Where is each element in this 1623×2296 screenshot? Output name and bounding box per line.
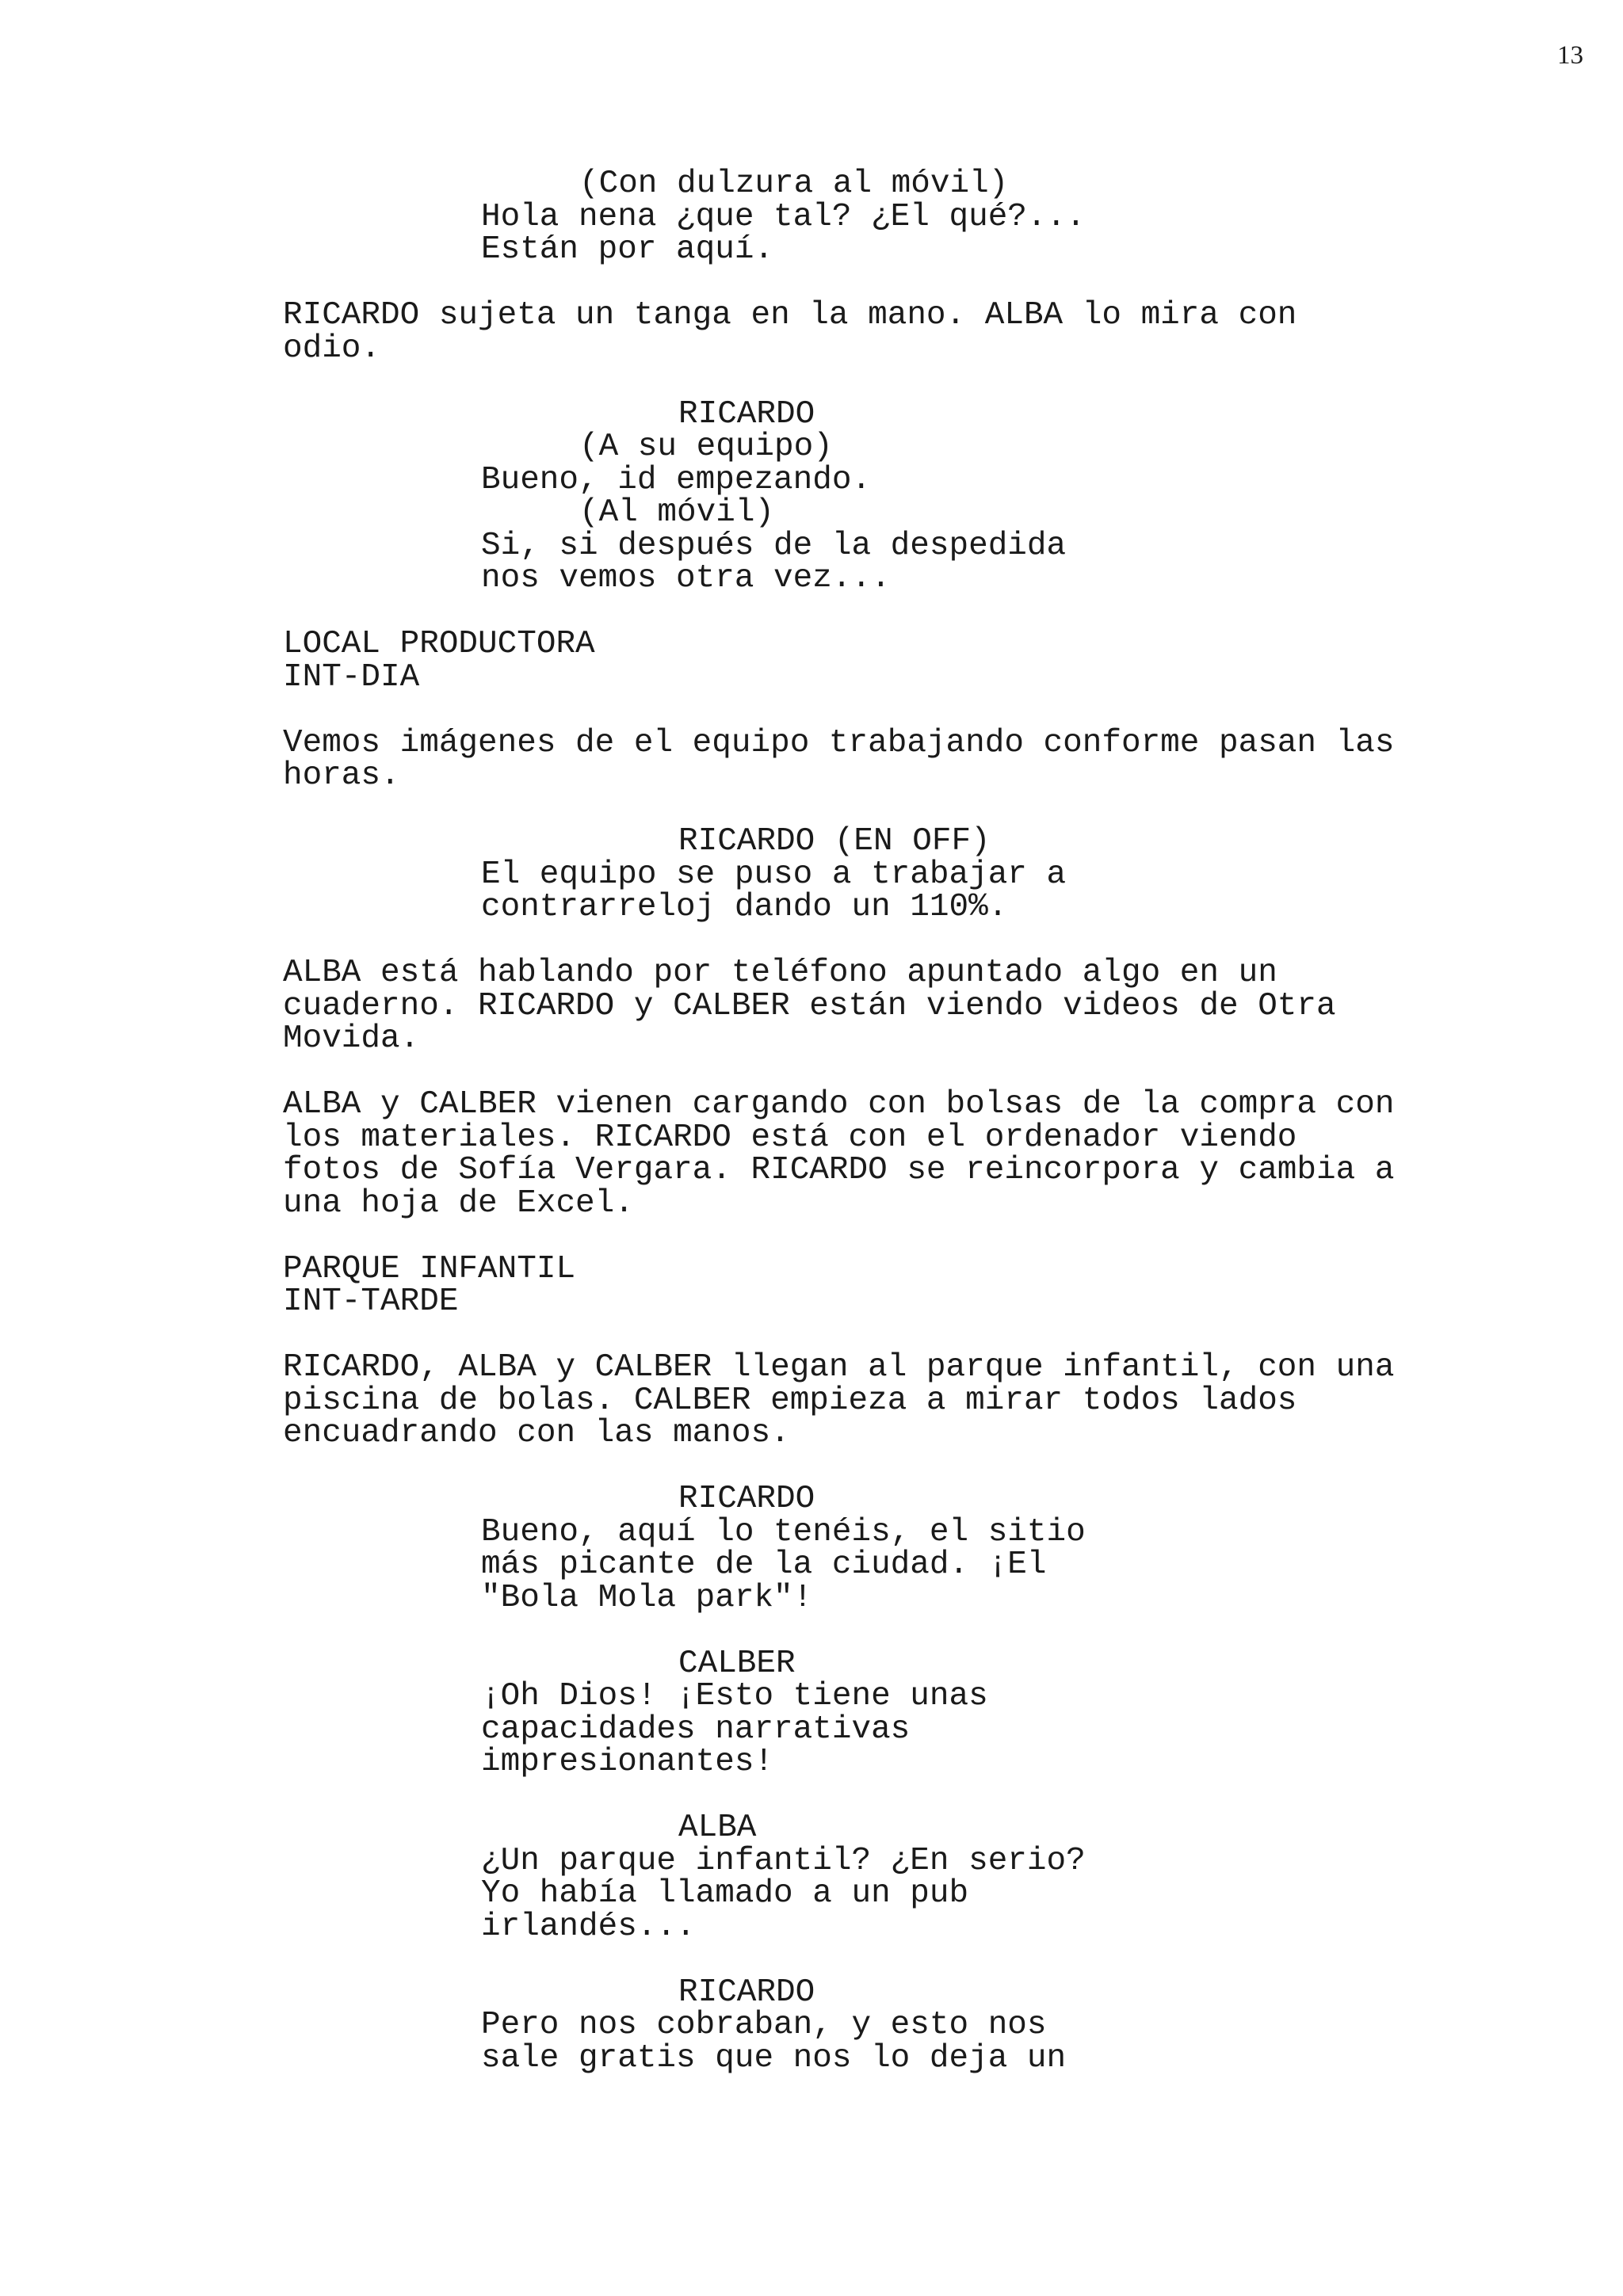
action-block bbox=[0, 724, 1623, 794]
dialogue-block bbox=[0, 198, 1623, 268]
block-spacer bbox=[0, 925, 1623, 958]
action-line: RICARDO, ALBA y CALBER llegan al parque infantil, con una bbox=[283, 1349, 1395, 1386]
dialogue-line: Están por aquí. bbox=[481, 231, 774, 268]
character-name: ALBA bbox=[678, 1810, 757, 1846]
action-line: los materiales. RICARDO está con el ordenador viendo bbox=[283, 1119, 1297, 1156]
action-line: odio. bbox=[283, 330, 381, 367]
block-spacer bbox=[0, 1056, 1623, 1089]
scene-heading-line: LOCAL PRODUCTORA bbox=[283, 626, 595, 662]
dialogue-block bbox=[0, 1680, 1623, 1779]
character-name: RICARDO bbox=[678, 395, 815, 433]
action-line: Movida. bbox=[283, 1020, 420, 1057]
dialogue-block bbox=[0, 1513, 1623, 1616]
dialogue-block bbox=[0, 527, 1623, 597]
dialogue-line: ¡Oh Dios! ¡Esto tiene unas bbox=[481, 1678, 988, 1714]
dialogue-line: sale gratis que nos lo deja un bbox=[481, 2039, 1067, 2077]
action-line: fotos de Sofía Vergara. RICARDO se reincorpora y cambia a bbox=[283, 1152, 1395, 1188]
block-spacer bbox=[0, 267, 1623, 300]
dialogue-line: Bueno, id empezando. bbox=[481, 461, 872, 498]
block-spacer bbox=[0, 1319, 1623, 1352]
dialogue-line: Bueno, aquí lo tenéis, el sitio bbox=[481, 1513, 1086, 1550]
action-line: RICARDO sujeta un tanga en la mano. ALBA lo mira con bbox=[283, 297, 1297, 334]
dialogue-block bbox=[0, 2009, 1623, 2075]
dialogue-line: más picante de la ciudad. ¡El bbox=[481, 1547, 1047, 1583]
paren-block bbox=[0, 168, 1623, 201]
page-number: 13 bbox=[1557, 41, 1583, 70]
action-line: ALBA está hablando por teléfono apuntado algo en un bbox=[283, 955, 1277, 991]
action-line: ALBA y CALBER vienen cargando con bolsas de la compra con bbox=[283, 1086, 1395, 1123]
character-name: RICARDO bbox=[678, 1481, 815, 1517]
dialogue-line: contrarreloj dando un 110%. bbox=[481, 889, 1008, 925]
paren-block bbox=[0, 494, 1623, 531]
action-block bbox=[0, 957, 1623, 1056]
block-spacer bbox=[0, 793, 1623, 826]
action-block bbox=[0, 299, 1623, 365]
character-block bbox=[0, 395, 1623, 433]
heading-block bbox=[0, 1250, 1623, 1320]
dialogue-line: Pero nos cobraban, y esto nos bbox=[481, 2007, 1047, 2043]
action-line: una hoja de Excel. bbox=[283, 1184, 634, 1222]
block-spacer bbox=[0, 1943, 1623, 1977]
dialogue-line: El equipo se puso a trabajar a bbox=[481, 856, 1067, 893]
block-spacer bbox=[0, 1451, 1623, 1484]
action-line: piscina de bolas. CALBER empieza a mirar todos lados bbox=[283, 1382, 1297, 1419]
action-line: encuadrando con las manos. bbox=[283, 1415, 790, 1451]
action-block bbox=[0, 1086, 1623, 1222]
dialogue-line: irlandés... bbox=[481, 1908, 696, 1945]
heading-block bbox=[0, 628, 1623, 694]
action-line: Vemos imágenes de el equipo trabajando conforme pasan las bbox=[283, 724, 1395, 761]
character-name: RICARDO (EN OFF) bbox=[678, 823, 991, 860]
character-block bbox=[0, 1483, 1623, 1516]
dialogue-block bbox=[0, 461, 1623, 498]
character-block bbox=[0, 823, 1623, 860]
dialogue-block bbox=[0, 1842, 1623, 1945]
character-name: RICARDO bbox=[678, 1974, 815, 2011]
dialogue-line: ¿Un parque infantil? ¿En serio? bbox=[481, 1842, 1086, 1879]
character-block bbox=[0, 1974, 1623, 2011]
action-line: horas. bbox=[283, 757, 400, 794]
parenthetical: (Al móvil) bbox=[579, 494, 775, 531]
paren-block bbox=[0, 431, 1623, 464]
dialogue-line: nos vemos otra vez... bbox=[481, 560, 891, 597]
block-spacer bbox=[0, 1220, 1623, 1253]
dialogue-line: "Bola Mola park"! bbox=[481, 1579, 813, 1616]
screenplay-body bbox=[0, 168, 1623, 2075]
scene-heading-line: PARQUE INFANTIL bbox=[283, 1250, 576, 1287]
parenthetical: (A su equipo) bbox=[579, 429, 833, 465]
parenthetical: (Con dulzura al móvil) bbox=[579, 166, 1009, 202]
block-spacer bbox=[0, 1615, 1623, 1648]
action-line: cuaderno. RICARDO y CALBER están viendo videos de Otra bbox=[283, 987, 1336, 1024]
character-block bbox=[0, 1812, 1623, 1845]
block-spacer bbox=[0, 596, 1623, 629]
character-name: CALBER bbox=[678, 1645, 796, 1682]
block-spacer bbox=[0, 694, 1623, 727]
dialogue-line: Si, si después de la despedida bbox=[481, 527, 1067, 564]
dialogue-line: capacidades narrativas bbox=[481, 1711, 911, 1748]
dialogue-line: impresionantes! bbox=[481, 1744, 774, 1780]
dialogue-line: Hola nena ¿que tal? ¿El qué?... bbox=[481, 198, 1086, 235]
block-spacer bbox=[0, 1779, 1623, 1813]
scene-heading-line: INT-TARDE bbox=[283, 1283, 459, 1320]
block-spacer bbox=[0, 365, 1623, 399]
character-block bbox=[0, 1645, 1623, 1682]
dialogue-block bbox=[0, 856, 1623, 925]
action-block bbox=[0, 1349, 1623, 1451]
dialogue-line: Yo había llamado a un pub bbox=[481, 1875, 969, 1912]
scene-heading-line: INT-DIA bbox=[283, 658, 420, 696]
